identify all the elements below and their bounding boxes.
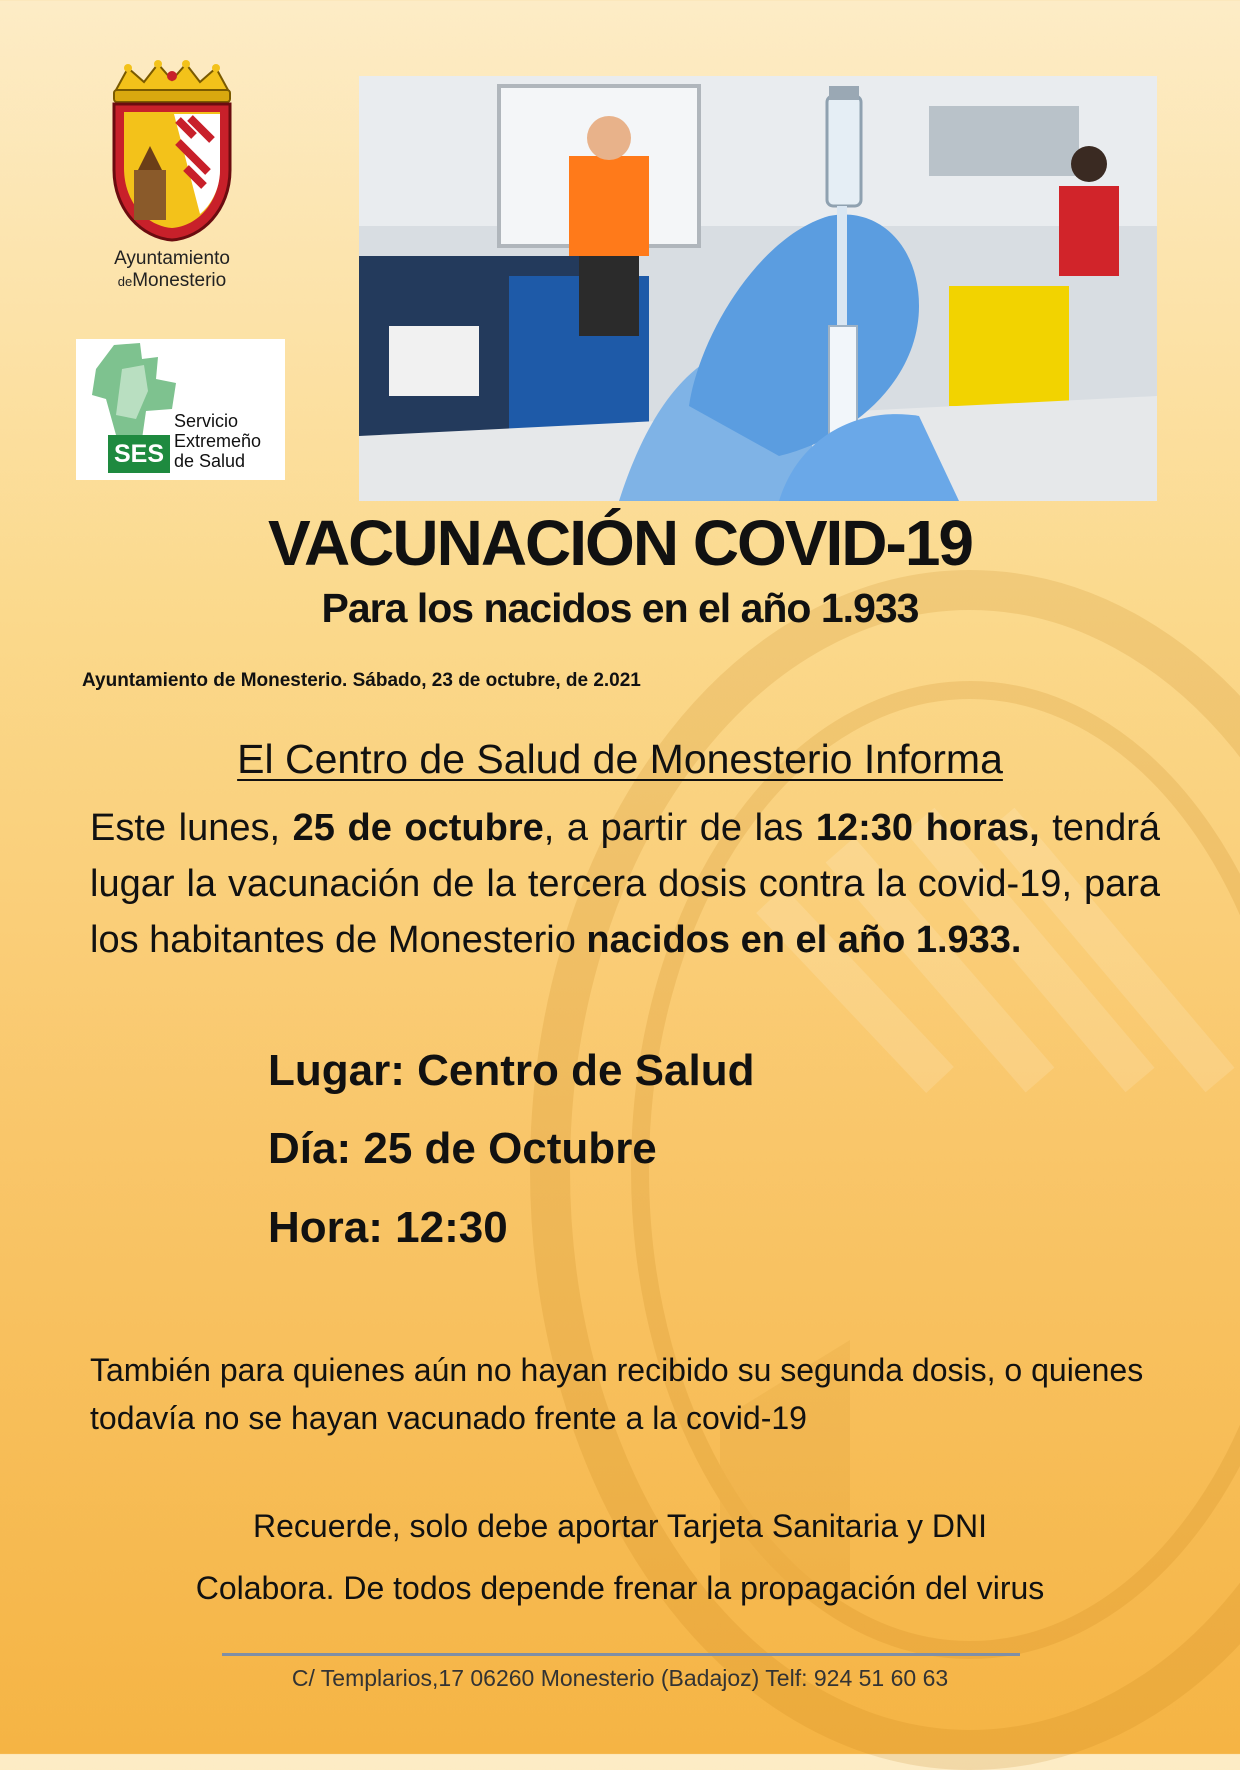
municipality-line1: Ayuntamiento [114,248,230,269]
municipality-prefix: de [117,274,133,289]
para-date: 25 de octubre [292,807,544,849]
detail-day: Día: 25 de Octubre [268,1124,657,1173]
collaborate-note: Colabora. De todos depende frenar la propagación del virus [195,1570,1045,1606]
dateline: Ayuntamiento de Monesterio. Sábado, 23 de octubre, de 2.021 [82,670,641,691]
footer-divider [222,1653,1020,1656]
footer-address: C/ Templarios,17 06260 Monesterio (Badajoz) Telf: 924 51 60 63 [291,1665,949,1691]
also-note: También para quienes aún no hayan recibido su segunda dosis, o quienes todavía no se hayan vacunado frente a la covid-19 [90,1352,1144,1436]
page-subtitle: Para los nacidos en el año 1.933 [321,585,919,631]
announcement-paragraph [90,800,1160,968]
vaccination-photo [359,76,1157,501]
para-target-group: nacidos en el año 1.933. [586,919,1022,961]
detail-time: Hora: 12:30 [268,1203,508,1252]
section-heading [0,733,1240,785]
municipality-name [80,248,264,293]
ses-badge: SES [108,435,170,473]
detail-place: Lugar: Centro de Salud [268,1046,755,1095]
municipality-line2: Monesterio [132,270,227,291]
para-text: Este lunes, [90,807,293,849]
page-title: VACUNACIÓN COVID-19 [268,507,972,579]
reminder-note: Recuerde, solo debe aportar Tarjeta Sanitaria y DNI [252,1508,988,1544]
ses-logo [76,339,285,480]
section-heading-text: El Centro de Salud de Monesterio Informa [237,736,1003,782]
para-time: 12:30 horas, [815,807,1040,849]
ses-name-line3: de Salud [174,451,246,471]
ses-name-line1: Servicio [174,411,239,431]
para-text: , a partir de las [543,807,816,849]
para-text: tendrá lugar la vacunación de la tercera dosis contra la covid-19, para los habitantes de Monesterio [90,807,1160,961]
municipal-crest-icon [104,60,240,245]
ses-name-line2: Extremeño [174,431,262,451]
